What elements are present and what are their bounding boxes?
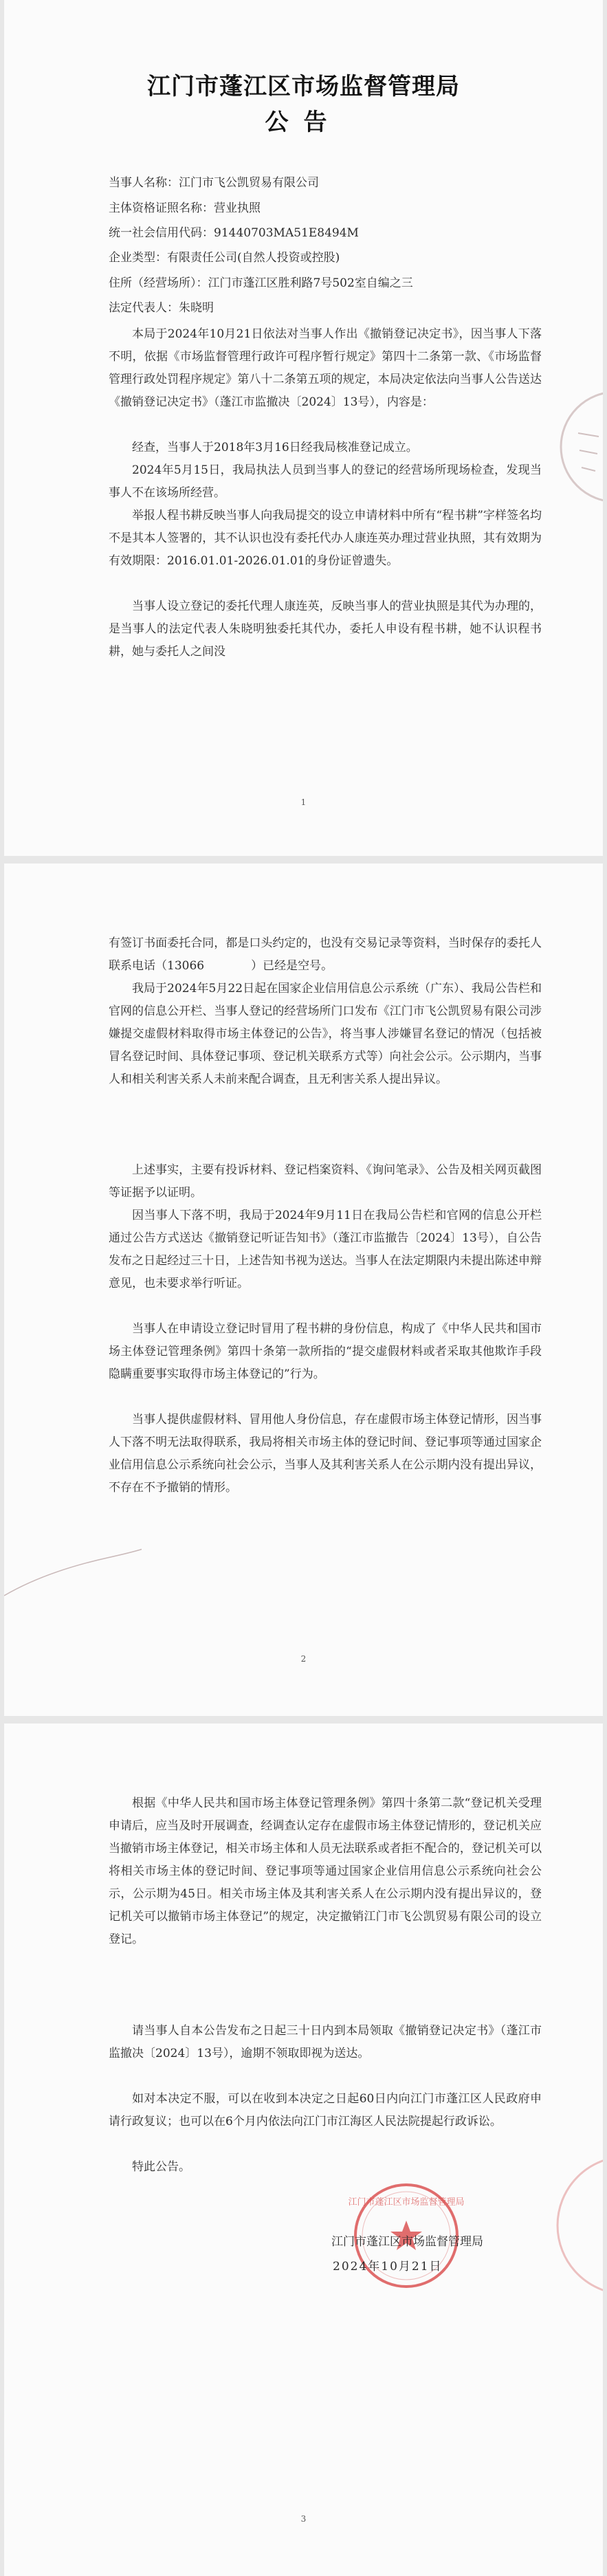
paragraph: 举报人程书耕反映当事人向我局提交的设立申请材料中所有“程书耕”字样签名均不是其本人签署的，其不认识也没有委托代办人康连英办理过营业执照，其有效期为有效期限：2016.01.01-2026.01.01的身份证曾遗失。 [109,509,542,568]
page-number: 2 [300,1654,307,1664]
license-name-field: 主体资格证照名称：营业执照 [109,201,261,215]
paragraph: 特此公告。 [132,2160,190,2174]
document-page-3 [4,1724,603,2576]
notice-heading: 公告 [265,109,342,136]
credit-code-field: 统一社会信用代码：91440703MA51E8494M [109,226,359,240]
address-field: 住所（经营场所）：江门市蓬江区胜利路7号502室自编之三 [109,276,413,290]
paragraph: 请当事人自本公告发布之日起三十日内到本局领取《撤销登记决定书》（蓬江市监撤决〔2024〕13号），逾期不领取即视为送达。 [109,2024,542,2060]
legal-rep-field: 法定代表人：朱晓明 [109,301,214,315]
paragraph: 当事人在申请设立登记时冒用了程书耕的身份信息，构成了《中华人民共和国市场主体登记管理条例》第四十条第一款所指的“提交虚假材料或者采取其他欺诈手段隐瞒重要事实取得市场主体登记的”行为。 [109,1322,542,1381]
company-type-field: 企业类型：有限责任公司(自然人投资或控股) [109,251,340,265]
document-page-2 [4,863,603,1716]
signature-date: 2024年10月21日 [333,2260,443,2274]
partial-seal-right-image [551,2136,603,2315]
page-number: 1 [300,797,307,807]
paragraph: 因当事人下落不明，我局于2024年9月11日在我局公告栏和官网的信息公开栏通过公告方式送达《撤销登记听证告知书》（蓬江市监撤告〔2024〕13号），自公告发布之日起经过三十日，上述告知书视为送达。当事人在法定期限内未提出陈述申辩意见，也未要求举行听证。 [109,1209,542,1290]
paragraph: 有签订书面委托合同，都是口头约定的，也没有交易记录等资料，当时保存的委托人联系电话（13066 ）已经是空号。 [109,936,542,973]
paragraph: 当事人提供虚假材料、冒用他人身份信息，存在虚假市场主体登记情形，因当事人下落不明无法取得联系，我局将相关市场主体的登记时间、登记事项等通过国家企业信用信息公示系统向社会公示，当事人及其利害关系人在公示期内没有提出异议，不存在不予撤销的情形。 [109,1413,542,1495]
paragraph: 根据《中华人民共和国市场主体登记管理条例》第四十条第二款“登记机关受理申请后，应当及时开展调查，经调查认定存在虚假市场主体登记情形的，登记机关应当撤销市场主体登记，相关市场主体和人员无法联系或者拒不配合的，登记机关可以将相关市场主体的登记时间、登记事项等通过国家企业信用信息公示系统向社会公示，公示期为45日。相关市场主体及其利害关系人在公示期内没有提出异议的，登记机关可以撤销市场主体登记”的规定，决定撤销江门市飞公凯贸易有限公司的设立登记。 [109,1796,542,1946]
paragraph: 2024年5月15日，我局执法人员到当事人的登记的经营场所现场检查，发现当事人不在该场所经营。 [109,463,542,500]
paragraph: 如对本决定不服，可以在收到本决定之日起60日内向江门市蓬江区人民政府申请行政复议；也可以在6个月内依法向江门市江海区人民法院提起行政诉讼。 [109,2092,542,2128]
agency-title: 江门市蓬江区市场监督管理局 [147,73,460,100]
party-name-field: 当事人名称：江门市飞公凯贸易有限公司 [109,176,319,190]
partial-official-seal-image [551,385,603,509]
paragraph: 本局于2024年10月21日依法对当事人作出《撤销登记决定书》，因当事人下落不明，依据《市场监督管理行政许可程序暂行规定》第四十二条第一款、《市场监督管理行政处罚程序规定》第八十二条第五项的规定，本局决定依法向当事人公告送达《撤销登记决定书》（蓬江市监撤决〔2024〕13号），内容是： [109,327,542,409]
paragraph: 我局于2024年5月22日起在国家企业信用信息公示系统（广东）、我局公告栏和官网的信息公开栏、当事人登记的经营场所门口发布《江门市飞公凯贸易有限公司涉嫌提交虚假材料取得市场主体登记的公告》，将当事人涉嫌冒名登记的情况（包括被冒名登记时间、具体登记事项、登记机关联系方式等）向社会公示。公示期内，当事人和相关利害关系人未前来配合调查，且无利害关系人提出异议。 [109,982,542,1086]
paragraph: 经查，当事人于2018年3月16日经我局核准登记成立。 [132,441,418,454]
svg-text:江门市蓬江区市场监督管理局: 江门市蓬江区市场监督管理局 [348,2197,465,2208]
paragraph: 上述事实，主要有投诉材料、登记档案资料、《询问笔录》、公告及相关网页截图等证据予以证明。 [109,1163,542,1200]
seal-mark-line-image [4,1523,142,1606]
signature-organization: 江门市蓬江区市场监督管理局 [331,2235,483,2249]
page-number: 3 [300,2514,307,2524]
document-page-1 [4,0,603,856]
paragraph: 当事人设立登记的委托代理人康连英，反映当事人的营业执照是其代为办理的，是当事人的法定代表人朱晓明独委托其代办，委托人申设有程书耕，她不认识程书耕，她与委托人之间没 [109,599,542,659]
